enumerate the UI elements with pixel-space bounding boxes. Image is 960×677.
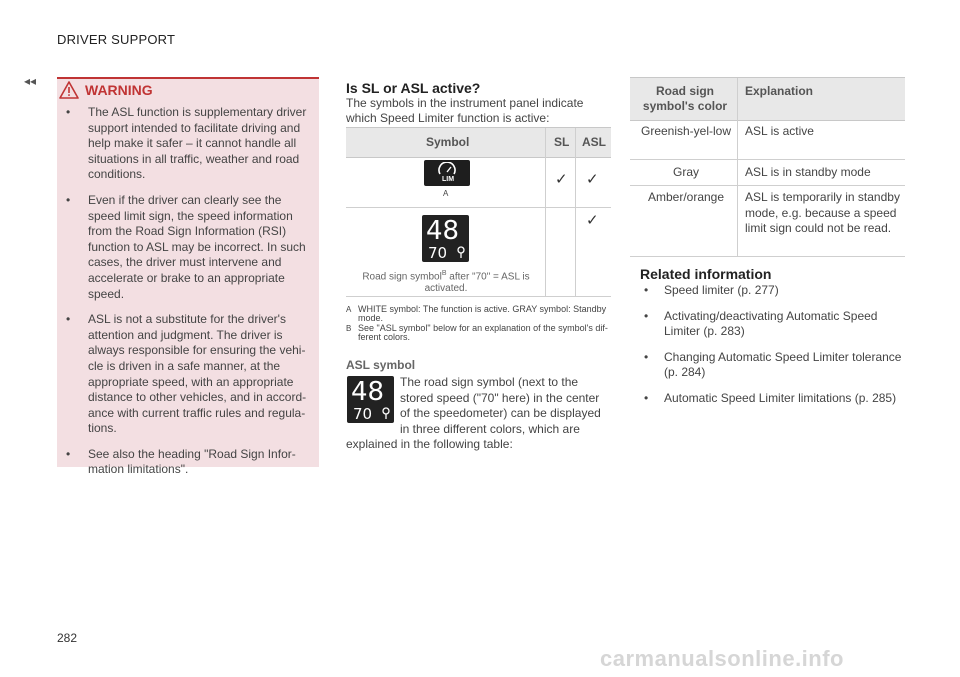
footnote-text: WHITE symbol: The function is active. GRAY symbol: Standby mode. (358, 304, 607, 323)
table-divider (545, 128, 546, 296)
color-column-header: Road sign symbol's color (642, 84, 728, 113)
footnote (346, 305, 612, 323)
table-row-divider (346, 296, 611, 297)
section-header: DRIVER SUPPORT (57, 32, 176, 47)
table-row-divider (630, 185, 905, 186)
explanation-cell: ASL is active (745, 124, 814, 138)
related-title: Related information (640, 266, 772, 282)
color-cell: Gray (672, 165, 699, 179)
asl-symbol-title: ASL symbol (346, 358, 416, 372)
table-row-divider (630, 159, 905, 160)
warning-item: • See also the heading "Road Sign Infor-mation limitations". (64, 447, 314, 478)
table-divider (737, 78, 738, 256)
page-number: 282 (57, 631, 78, 645)
caption-text: after "70" = ASL is activated. (424, 271, 530, 295)
warning-item: • ASL is not a substitute for the driver's attention and judgment. The driver is always responsible for ensuring the vehi-cle is driven in a safe manner, at the appropriate speed, with an appropriate distance to other vehicles, and in accord-ance with current traffic rules and regula-tions. (64, 312, 314, 437)
lim-label: LIM (442, 176, 455, 183)
speed-limiter-symbol (424, 160, 470, 186)
warning-triangle-icon (59, 81, 79, 99)
footnote (346, 324, 612, 342)
symbol-column-header: Symbol (426, 135, 470, 149)
explanation-cell: ASL is temporarily in standby mode, e.g. because a speed limit sign could not be read. (745, 190, 900, 236)
table-row-divider (630, 256, 905, 257)
related-link[interactable]: • Speed limiter (p. 277) (640, 283, 908, 299)
color-cell: Amber/orange (647, 190, 725, 204)
warning-list (64, 105, 314, 488)
stored-speed-value: 70 (353, 405, 373, 423)
explanation-column-header: Explanation (745, 84, 814, 98)
related-link[interactable]: • Changing Automatic Speed Limiter tolerance (p. 284) (640, 350, 908, 381)
footnote-ref: A (443, 189, 449, 198)
asl-symbol-text: The road sign symbol (next to the stored speed ("70" here) in the center of the speedometer) can be displayed in three different colors, which are (400, 375, 601, 436)
asl-check-icon: ✓ (586, 212, 599, 229)
footnote-ref: B (441, 270, 447, 277)
related-link[interactable]: • Activating/deactivating Automatic Speed Limiter (p. 283) (640, 309, 908, 340)
sl-check-icon: ✓ (555, 171, 568, 188)
footnote-text: See "ASL symbol" below for an explanation of the symbol's dif-ferent colors. (358, 323, 608, 342)
color-cell: Greenish-yel-low (640, 124, 732, 138)
table-divider (575, 128, 576, 296)
asl-column-header: ASL (582, 135, 606, 149)
explanation-cell: ASL is in standby mode (745, 165, 871, 179)
asl-symbol-large (347, 376, 394, 423)
sign-speed-value: 48 (351, 377, 385, 407)
watermark: carmanualsonline.info (600, 646, 844, 671)
related-list (640, 283, 908, 417)
asl-check-icon: ✓ (586, 171, 599, 188)
table-row-divider (346, 207, 611, 208)
stored-speed-value: 70 (428, 244, 448, 262)
related-link[interactable]: • Automatic Speed Limiter limitations (p. 285) (640, 391, 908, 407)
footnote-letter: B (346, 324, 352, 333)
caption-text: Road sign symbol (362, 271, 442, 283)
continued-icon: ◂◂ (24, 74, 37, 88)
active-section-title: Is SL or ASL active? (346, 80, 481, 96)
road-sign-pin-icon (382, 407, 390, 420)
footnote-letter: A (346, 305, 352, 314)
sign-speed-value: 48 (426, 216, 460, 246)
warning-item: • The ASL function is supplementary driver support intended to facilitate driving and help make it safer – it cannot handle all situations in all traffic, weather and road conditions. (64, 105, 314, 183)
warning-item: • Even if the driver can clearly see the speed limit sign, the speed information from the Road Sign Information (RSI) function to ASL may be incorrect. In such cases, the driver must intervene and accelerate or brake to an appropriate speed. (64, 193, 314, 302)
speedometer-icon (437, 162, 457, 176)
sl-column-header: SL (554, 135, 570, 149)
warning-title: WARNING (85, 82, 153, 98)
warning-divider (57, 77, 319, 79)
active-section-intro: The symbols in the instrument panel indicate which Speed Limiter function is active: (346, 96, 584, 125)
asl-symbol-text-cont: explained in the following table: (346, 437, 513, 451)
asl-symbol (422, 215, 469, 262)
symbol-table-header (346, 127, 611, 158)
road-sign-pin-icon (457, 246, 465, 259)
row2-caption (350, 268, 542, 295)
